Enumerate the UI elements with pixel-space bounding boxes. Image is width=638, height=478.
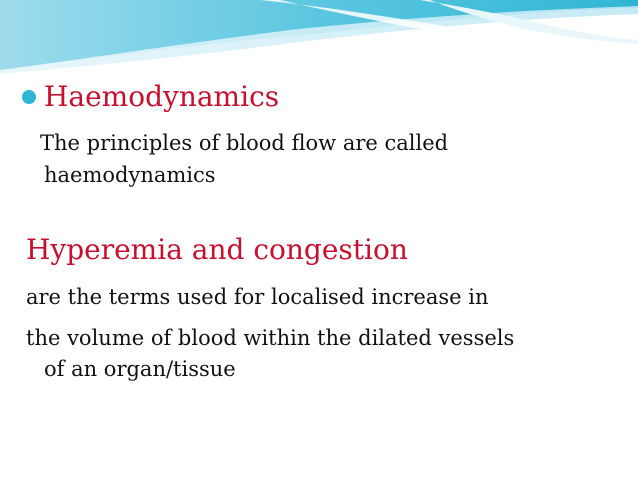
section-title: Hyperemia and congestion (26, 233, 408, 266)
bullet-item-haemodynamics (22, 80, 279, 114)
definition-line-2: haemodynamics (44, 163, 216, 187)
bullet-dot-icon (22, 90, 36, 104)
definition-line-1: The principles of blood flow are called (40, 131, 449, 155)
bullet-title: Haemodynamics (44, 80, 280, 113)
body-line-2: the volume of blood within the dilated vessels (26, 326, 515, 350)
body-line-1: are the terms used for localised increase in (26, 285, 489, 309)
body-line-3: of an organ/tissue (44, 357, 236, 381)
